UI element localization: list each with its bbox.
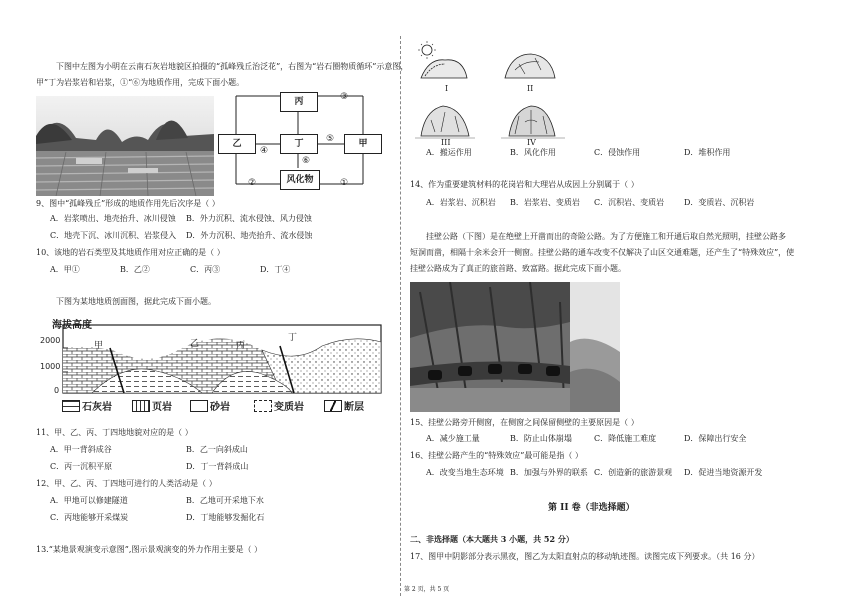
- legend-swatch-shale: [132, 400, 150, 412]
- cycle-node-weathering: 风化物: [280, 170, 320, 190]
- arrow-label-4: ④: [260, 146, 269, 156]
- q9-option-b: B．外力沉积、流水侵蚀、风力侵蚀: [186, 214, 312, 223]
- stage-label-1: I: [445, 84, 449, 93]
- q13-option-b: B．风化作用: [510, 148, 556, 157]
- arrow-label-3: ③: [340, 92, 349, 102]
- column-divider: [400, 36, 401, 596]
- q13-option-a: A．搬运作用: [426, 148, 472, 157]
- q12-option-a: A．甲地可以修建隧道: [50, 496, 128, 505]
- q14-option-d: D．变质岩、沉积岩: [684, 198, 755, 207]
- q10-option-c: C．丙③: [190, 265, 221, 274]
- legend-fault: 断层: [344, 402, 364, 413]
- karst-photo: [36, 96, 214, 196]
- profile-site-yi: 乙: [190, 339, 200, 349]
- intro-line-2: 甲”丁为岩浆岩和岩浆，①“⑥为地质作用，完成下面小题。: [36, 78, 245, 87]
- q17-stem: 17、图甲中阴影部分表示黑夜，图乙为太阳直射点的移动轨迹图。读图完成下列要求。（共 16 分）: [410, 552, 760, 561]
- q14-option-a: A．岩浆岩、沉积岩: [426, 198, 496, 207]
- profile-site-jia: 甲: [94, 341, 104, 351]
- q12-option-b: B．乙地可开采地下水: [186, 496, 264, 505]
- q16-option-c: C．创造新的旅游景观: [594, 468, 673, 477]
- q16-stem: 16、挂壁公路产生的“特殊效应”最可能是指（ ）: [410, 451, 583, 460]
- q16-option-d: D．促进当地资源开发: [684, 468, 763, 477]
- q12-option-c: C．丙地能够开采煤炭: [50, 513, 129, 522]
- profile-y-0: 0: [54, 386, 60, 395]
- profile-ylabel: 海拔高度: [52, 320, 92, 331]
- q16-option-a: A．改变当地生态环境: [426, 468, 504, 477]
- q10-option-a: A．甲①: [50, 265, 80, 274]
- q9-option-a: A．岩浆喷出、地壳抬升、冰川侵蚀: [50, 214, 176, 223]
- q15-stem: 15、挂壁公路旁开侧窗，在侧窗之间保留侧壁的主要原因是（ ）: [410, 418, 639, 427]
- cycle-node-ding: 丁: [280, 134, 318, 154]
- q15-option-b: B．防止山体崩塌: [510, 434, 572, 443]
- intro3-line-1: 挂壁公路（下图）是在绝壁上开凿而出的奇险公路。为了方便施工和开通后取自然光照明，挂壁公路多: [426, 232, 786, 241]
- q16-option-b: B．加强与外界的联系: [510, 468, 588, 477]
- legend-swatch-limestone: [62, 400, 80, 412]
- landscape-evolution-diagram: [415, 40, 585, 146]
- q11-stem: 11、甲、乙、丙、丁四地地貌对应的是（ ）: [36, 428, 193, 437]
- q14-option-b: B．岩浆岩、变质岩: [510, 198, 580, 207]
- q10-option-b: B．乙②: [120, 265, 150, 274]
- intro3-line-2: 短洞而凿，相隔十余米会开一侧窗。挂壁公路的通车改变不仅解决了山区交通难题，还产生了“特殊效应”，使: [410, 248, 795, 257]
- q14-stem: 14、作为重要建筑材料的花岗岩和大理岩从成因上分别属于（ ）: [410, 180, 639, 189]
- q13-stem: 13.“某地景观演变示意图”,图示景观演变的外力作用主要是（ ）: [36, 545, 262, 554]
- arrow-label-5: ⑤: [326, 134, 335, 144]
- part2-heading: 二、非选择题（本大题共 3 小题，共 52 分）: [410, 534, 574, 544]
- q9-option-c: C．地壳下沉、冰川沉积、岩浆侵入: [50, 231, 177, 240]
- cycle-node-jia: 甲: [344, 134, 382, 154]
- stage-label-3: III: [441, 138, 451, 147]
- q13-option-d: D．堆积作用: [684, 148, 731, 157]
- legend-limestone: 石灰岩: [82, 402, 112, 413]
- q10-option-d: D．丁④: [260, 265, 291, 274]
- q11-option-d: D．丁一背斜成山: [186, 462, 249, 471]
- cliff-road-photo: [410, 282, 570, 412]
- stage-label-2: II: [527, 84, 534, 93]
- q12-option-d: D．丁地能够发掘化石: [186, 513, 265, 522]
- q15-option-d: D．保障出行安全: [684, 434, 747, 443]
- q12-stem: 12、甲、乙、丙、丁四地可进行的人类活动是（ ）: [36, 479, 217, 488]
- q9-stem: 9、图中“孤峰残丘”形成的地质作用先后次序是（ ）: [36, 199, 220, 208]
- intro-line-1: 下图中左图为小明在云南石灰岩地貌区拍摄的“孤峰残丘治泛花”，右图为“岩石圈物质循环”示意图，: [56, 62, 409, 71]
- intro-2: 下图为某地地质剖面图，据此完成下面小题。: [56, 297, 216, 306]
- legend-metamorphic: 变质岩: [274, 402, 304, 413]
- arrow-label-2: ②: [248, 178, 257, 188]
- q14-option-c: C．沉积岩、变质岩: [594, 198, 665, 207]
- legend-swatch-metamorphic: [254, 400, 272, 412]
- profile-site-bing: 丙: [236, 341, 246, 351]
- q11-option-b: B．乙一向斜成山: [186, 445, 248, 454]
- cycle-node-bing: 丙: [280, 92, 318, 112]
- q10-stem: 10、该地的岩石类型及其地质作用对应正确的是（ ）: [36, 248, 225, 257]
- legend-sandstone: 砂岩: [210, 402, 230, 413]
- arrow-label-1: ①: [340, 178, 349, 188]
- q15-option-c: C．降低施工难度: [594, 434, 657, 443]
- q11-option-a: A．甲一背斜成谷: [50, 445, 112, 454]
- q13-option-c: C．侵蚀作用: [594, 148, 641, 157]
- page-footer: 第 2 页，共 5 页: [404, 586, 450, 593]
- part2-title: 第 II 卷（非选择题）: [548, 503, 635, 513]
- valley-photo: [570, 282, 620, 412]
- legend-swatch-sandstone: [190, 400, 208, 412]
- arrow-label-6: ⑥: [302, 156, 311, 166]
- profile-site-ding: 丁: [288, 333, 298, 343]
- legend-swatch-fault: [324, 400, 342, 412]
- rock-cycle-diagram: [218, 92, 388, 192]
- profile-legend: [62, 398, 382, 414]
- intro3-line-3: 挂壁公路成为了真正的旅首路、致富路。据此完成下面小题。: [410, 264, 626, 273]
- stage-label-4: IV: [527, 138, 536, 147]
- q9-option-d: D．外力沉积、地壳抬升、流水侵蚀: [186, 231, 313, 240]
- cycle-node-yi: 乙: [218, 134, 256, 154]
- q11-option-c: C．丙一沉积平原: [50, 462, 113, 471]
- profile-y-1000: 1000: [40, 362, 61, 371]
- profile-y-2000: 2000: [40, 336, 61, 345]
- q15-option-a: A．减少施工量: [426, 434, 480, 443]
- legend-shale: 页岩: [152, 402, 172, 413]
